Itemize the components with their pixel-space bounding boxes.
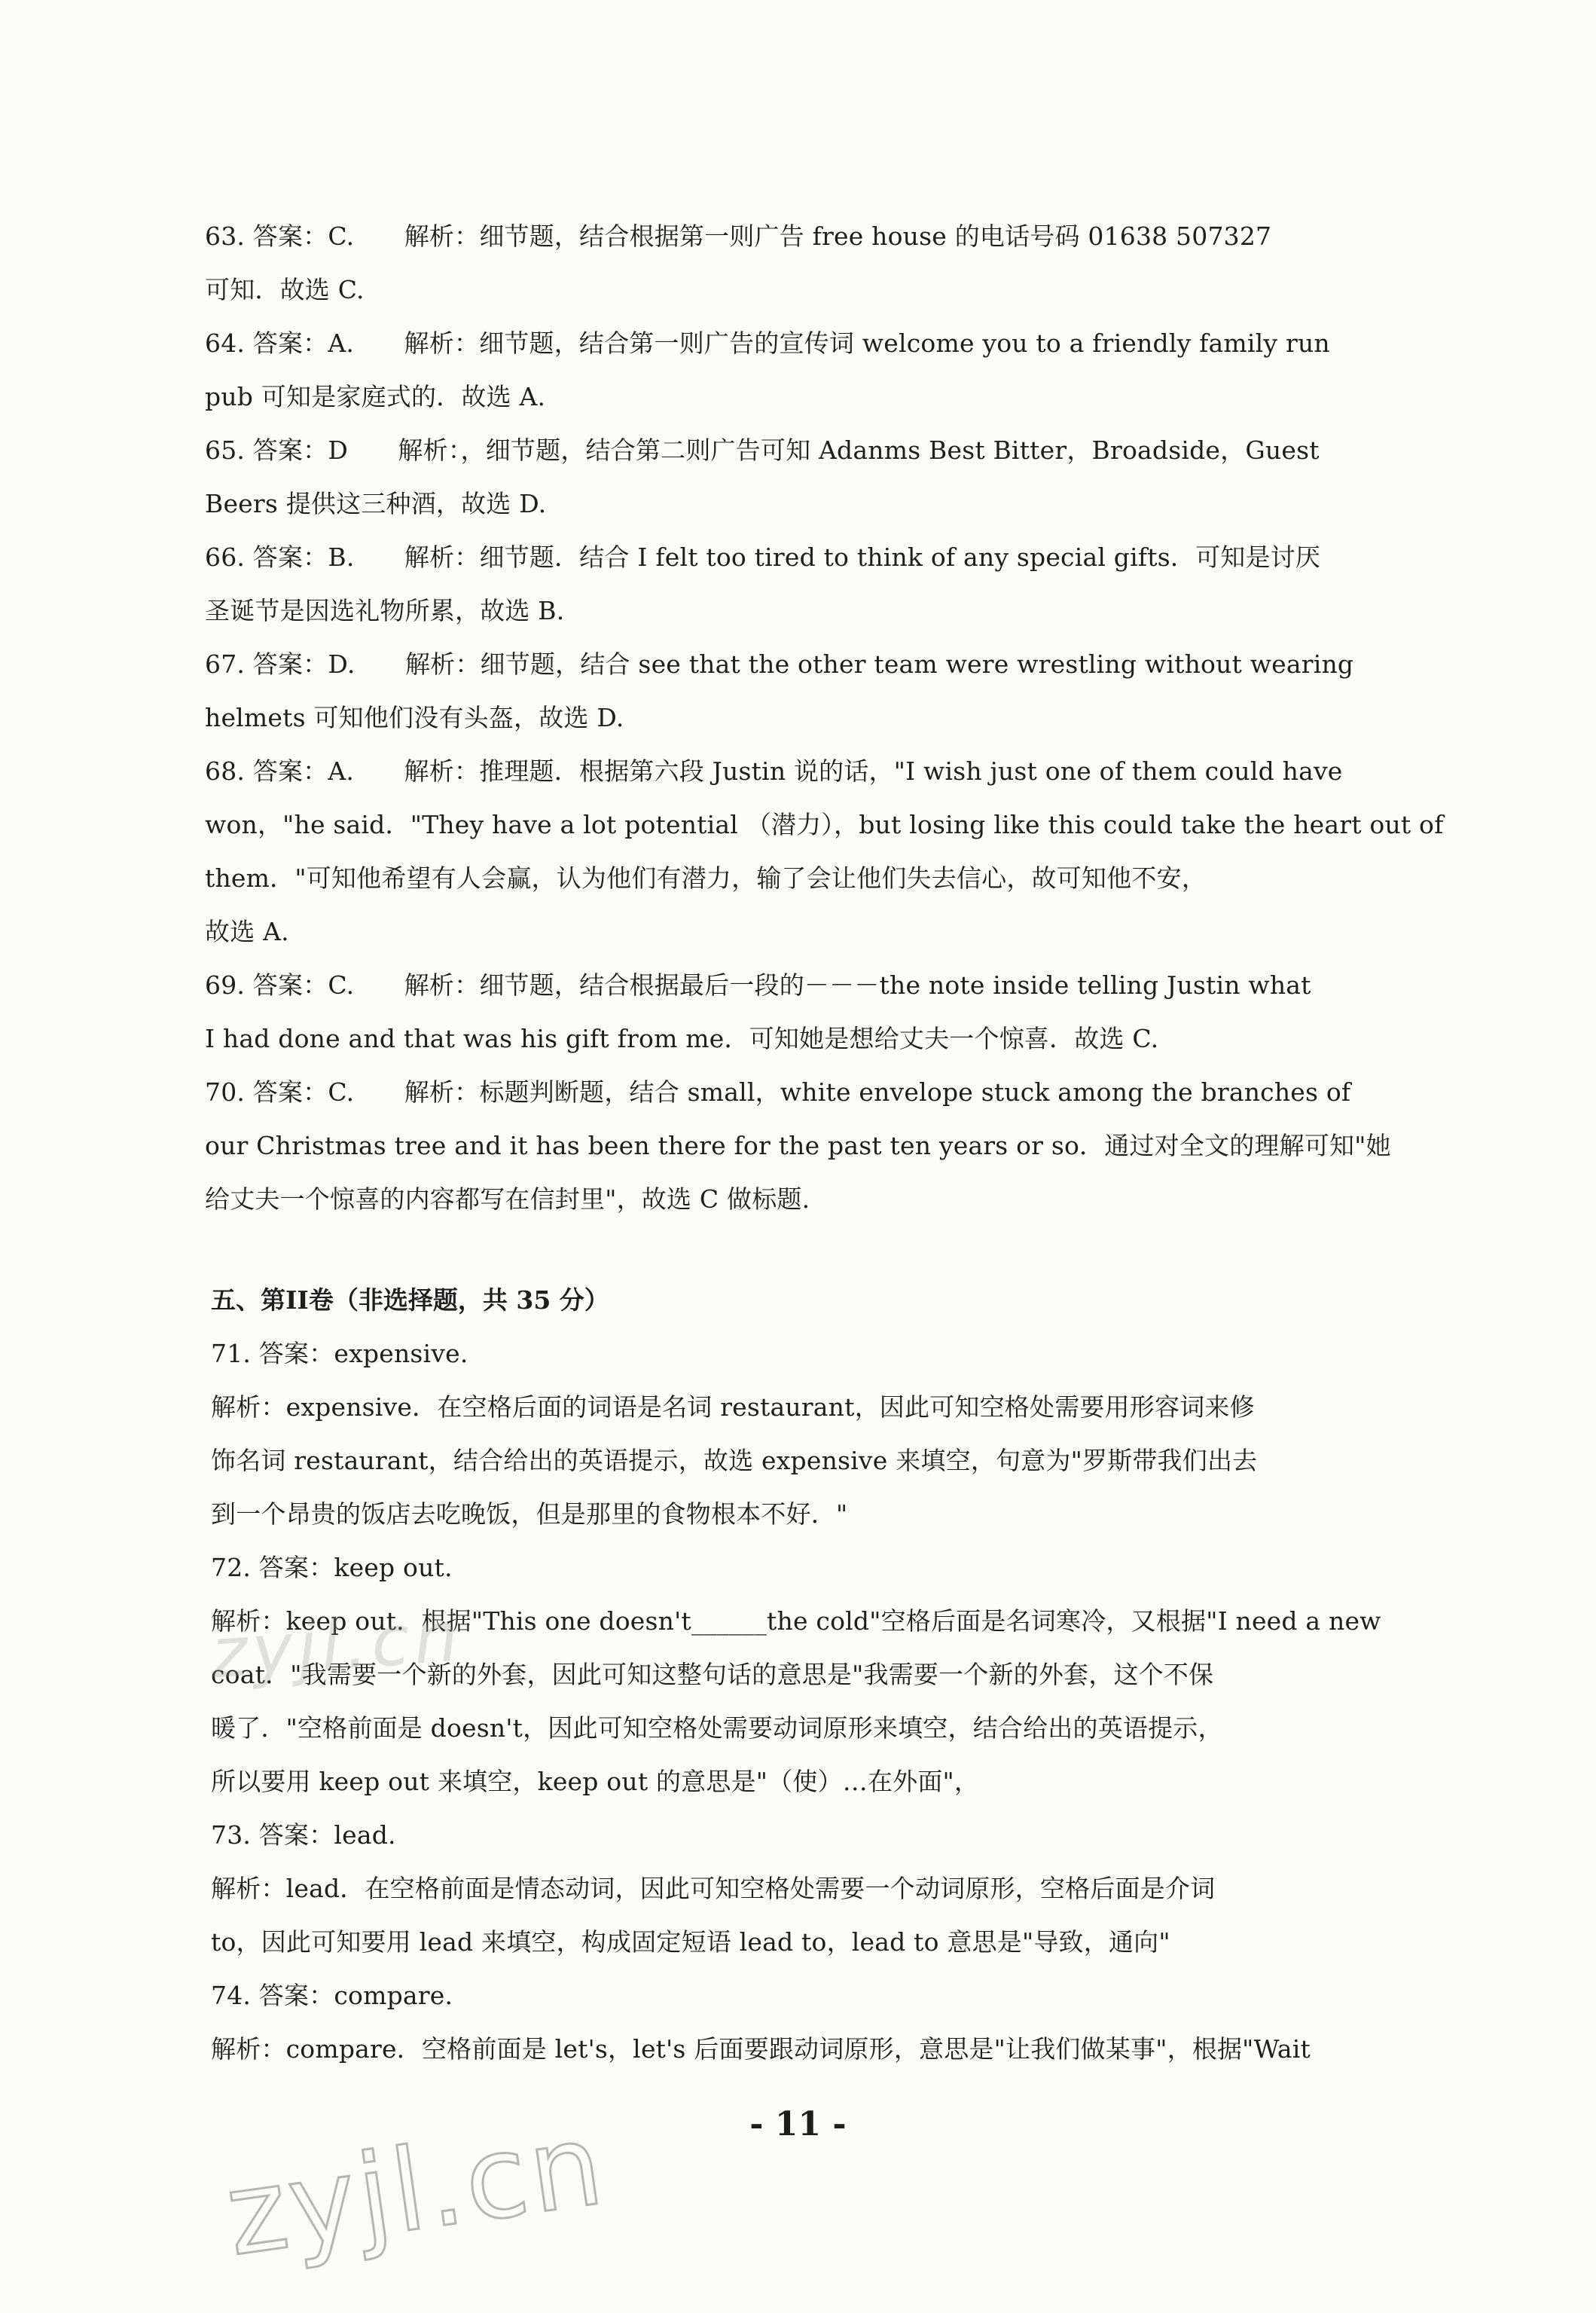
text-line: I had done and that was his gift from me．可知她是想给丈夫一个惊喜．故选 C.: [205, 1024, 1159, 1053]
answers-section-five: [208, 1273, 1381, 2076]
text-line: 解析：lead．在空格前面是情态动词，因此可知空格处需要一个动词原形，空格后面是介词: [211, 1874, 1216, 1903]
text-line: coat．"我需要一个新的外套，因此可知这整句话的意思是"我需要一个新的外套，这个不保: [211, 1660, 1214, 1689]
text-line: 解析：expensive．在空格后面的词语是名词 restaurant，因此可知空格处需要用形容词来修: [211, 1392, 1255, 1422]
text-line: 73. 答案：lead.: [211, 1820, 396, 1850]
answers-63-70: [205, 209, 1444, 1226]
text-line: them．"可知他希望有人会赢，认为他们有潜力，输了会让他们失去信心，故可知他不安，: [205, 863, 1207, 893]
text-line: 74. 答案：compare.: [211, 1981, 453, 2010]
page-number: - 11 -: [749, 2105, 847, 2143]
text-line: 给丈夫一个惊喜的内容都写在信封里"，故选 C 做标题.: [205, 1184, 810, 1214]
text-line: 72. 答案：keep out.: [211, 1553, 453, 1582]
text-line: 65. 答案：D 解析：，细节题，结合第二则广告可知 Adanms Best Bitter，Broadside，Guest: [205, 435, 1320, 465]
text-line: our Christmas tree and it has been there for the past ten years or so．通过对全文的理解可知"她: [205, 1131, 1391, 1160]
text-line: to，因此可知要用 lead 来填空，构成固定短语 lead to，lead to 意思是"导致，通向": [211, 1927, 1170, 1957]
watermark-logo: zyjl.cn: [218, 2098, 613, 2282]
text-line: 68. 答案：A. 解析：推理题．根据第六段 Justin 说的话，"I wish just one of them could have: [205, 756, 1343, 786]
text-line: 暖了．"空格前面是 doesn't，因此可知空格处需要动词原形来填空，结合给出的英语提示，: [211, 1713, 1223, 1743]
text-line: 64. 答案：A. 解析：细节题，结合第一则广告的宣传词 welcome you to a friendly family run: [205, 328, 1330, 358]
text-line: 70. 答案：C. 解析：标题判断题，结合 small，white envelope stuck among the branches of: [205, 1077, 1351, 1107]
text-line: 饰名词 restaurant，结合给出的英语提示，故选 expensive 来填空，句意为"罗斯带我们出去: [211, 1446, 1258, 1475]
text-line: 可知．故选 C.: [205, 275, 365, 304]
text-line: 63. 答案：C. 解析：细节题，结合根据第一则广告 free house 的电话号码 01638 507327: [205, 222, 1272, 251]
text-line: 圣诞节是因选礼物所累，故选 B.: [205, 596, 565, 625]
text-line: 到一个昂贵的饭店去吃晚饭，但是那里的食物根本不好．": [211, 1499, 848, 1529]
text-line: helmets 可知他们没有头盔，故选 D.: [205, 703, 624, 732]
section-heading: 五、第II卷（非选择题，共 35 分）: [211, 1285, 609, 1315]
watermark-overlay: zyjl.cn: [208, 1596, 465, 1694]
text-line: 67. 答案：D. 解析：细节题，结合 see that the other team were wrestling without wearing: [205, 649, 1354, 679]
text-line: 所以要用 keep out 来填空，keep out 的意思是"（使）…在外面"，: [211, 1767, 980, 1796]
text-line: 69. 答案：C. 解析：细节题，结合根据最后一段的－－－the note inside telling Justin what: [205, 970, 1311, 1000]
text-line: 解析：keep out．根据"This one doesn't______the cold"空格后面是名词寒冷，又根据"I need a new: [211, 1606, 1381, 1636]
text-line: 解析：compare．空格前面是 let's，let's 后面要跟动词原形，意思是"让我们做某事"，根据"Wait: [211, 2034, 1311, 2064]
text-line: 66. 答案：B. 解析：细节题．结合 I felt too tired to think of any special gifts．可知是讨厌: [205, 542, 1321, 572]
text-line: won，"he said．"They have a lot potential （潜力），but losing like this could take the heart out of: [205, 810, 1444, 839]
text-line: Beers 提供这三种酒，故选 D.: [205, 489, 547, 518]
text-line: pub 可知是家庭式的．故选 A.: [205, 382, 546, 411]
text-line: 故选 A.: [205, 917, 289, 946]
text-line: 71. 答案：expensive.: [211, 1339, 468, 1368]
